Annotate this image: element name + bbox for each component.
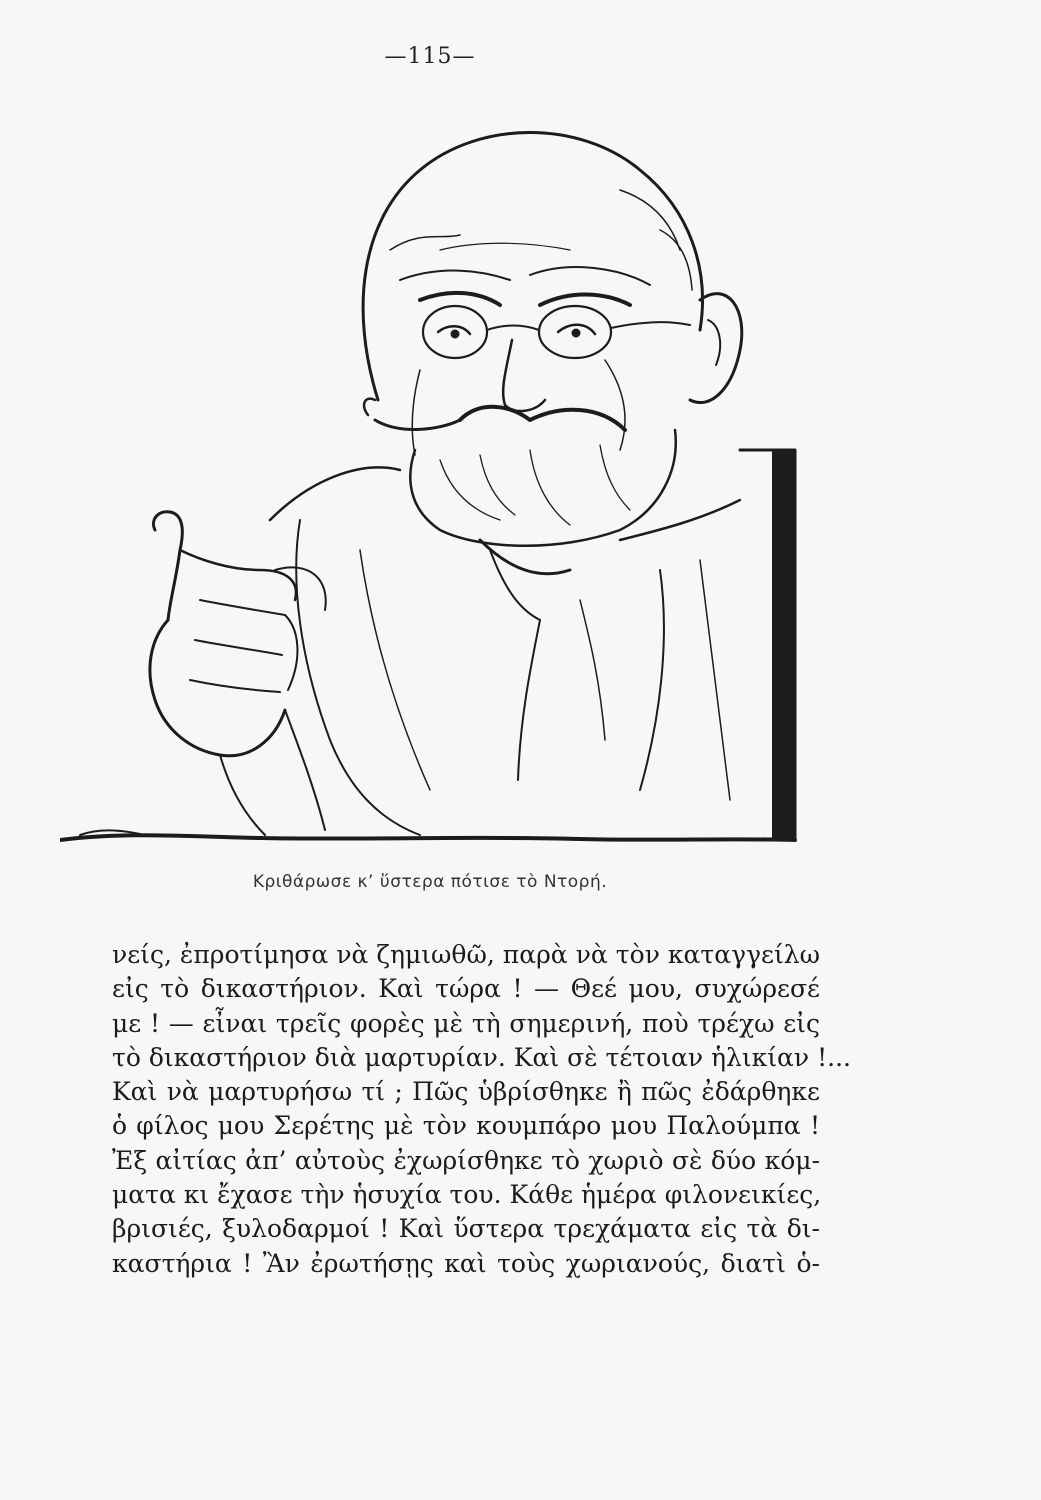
- text-line: με ! — εἶναι τρεῖς φορὲς μὲ τὴ σημερινή, ποὺ τρέχω εἰς: [112, 1008, 820, 1038]
- text-line: ὁ φίλος μου Σερέτης μὲ τὸν κουμπάρο μου Παλούμπα !: [112, 1111, 820, 1141]
- text-line: τὸ δικαστήριον διὰ μαρτυρίαν. Καὶ σὲ τέτοιαν ἡλικίαν !...: [112, 1042, 851, 1072]
- text-line: βρισιές, ξυλοδαρμοί ! Καὶ ὕστερα τρεχάματα εἰς τὰ δι-: [112, 1214, 820, 1244]
- text-line: εἰς τὸ δικαστήριον. Καὶ τώρα ! — Θεέ μου, συχώρεσέ: [112, 974, 820, 1004]
- text-line: ματα κι ἔχασε τὴν ἡσυχία του. Κάθε ἡμέρα φιλονεικίες,: [112, 1180, 822, 1210]
- old-man-portrait-illustration-icon: [60, 100, 800, 860]
- text-line: καστήρια ! Ἂν ἐρωτήσῃς καὶ τοὺς χωριανούς, διατὶ ὁ-: [112, 1248, 820, 1278]
- body-text: [112, 938, 851, 1281]
- text-line: νείς, ἐπροτίμησα νὰ ζημιωθῶ, παρὰ νὰ τὸν καταγγείλω: [112, 940, 820, 969]
- page-number: —115—: [384, 44, 476, 69]
- text-line: Καὶ νὰ μαρτυρήσω τί ; Πῶς ὑβρίσθηκε ἢ πῶς ἐδάρθηκε: [112, 1077, 820, 1107]
- text-line: Ἐξ αἰτίας ἀπ’ αὐτοὺς ἐχωρίσθηκε τὸ χωριὸ σὲ δύο κόμ-: [112, 1145, 820, 1175]
- illustration-caption: Κριθάρωσε κ’ ὕστερα πότισε τὸ Ντορή.: [252, 872, 608, 892]
